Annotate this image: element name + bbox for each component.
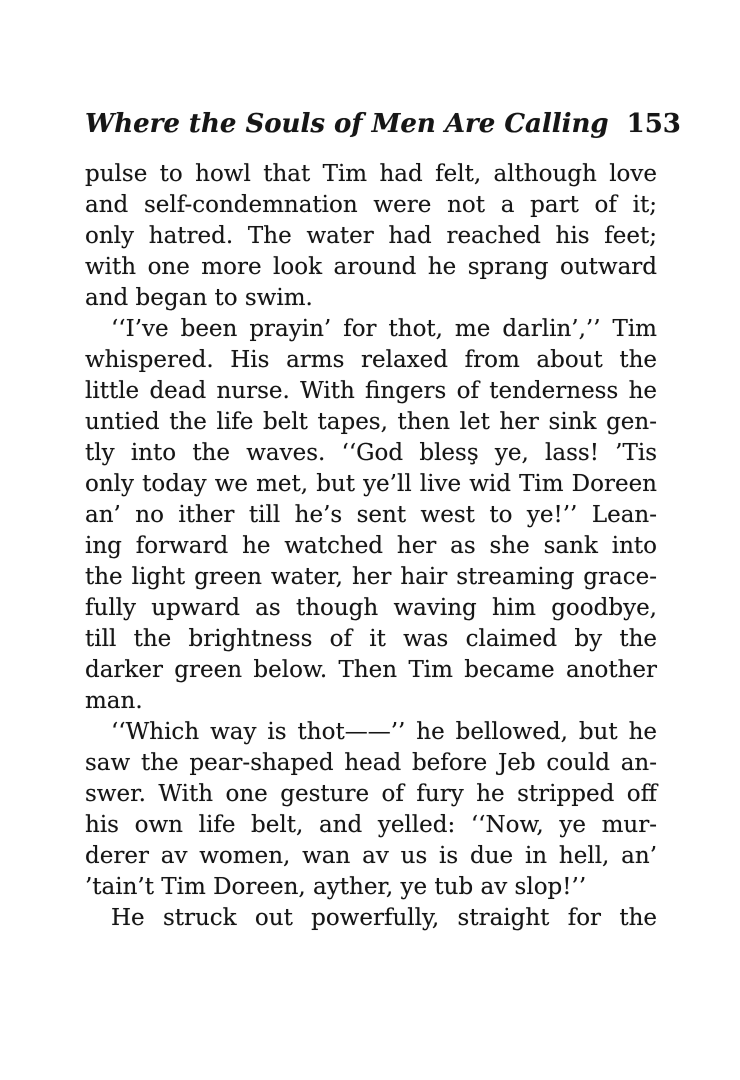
text-line: and self-condemnation were not a part of it; xyxy=(85,192,657,218)
text-line: untied the life belt tapes, then let her sink gen- xyxy=(85,409,657,435)
text-line: till the brightness of it was claimed by the xyxy=(85,626,657,652)
running-header xyxy=(85,108,681,140)
text-line: ’tain’t Tim Doreen, ayther, ye tub av slop!’’ xyxy=(85,874,587,900)
text-line: only today we met, but ye’ll live wid Tim Doreen xyxy=(85,471,657,497)
text-line: fully upward as though waving him goodbye, xyxy=(85,595,657,621)
page-number: 153 xyxy=(626,109,681,139)
text-line: He struck out powerfully, straight for the xyxy=(111,905,657,931)
running-header-title: Where the Souls of Men Are Calling xyxy=(85,109,609,139)
text-line: little dead nurse. With fingers of tenderness he xyxy=(85,378,657,404)
text-line: an’ no ither till he’s sent west to ye!’’ Lean- xyxy=(85,502,657,528)
text-line: man. xyxy=(85,688,143,714)
text-line: with one more look around he sprang outward xyxy=(85,254,657,280)
text-line: ‘‘I’ve been prayin’ for thot, me darlin’,’’ Tim xyxy=(111,316,657,342)
text-line: saw the pear-shaped head before Jeb could an- xyxy=(85,750,657,776)
text-line: his own life belt, and yelled: ‘‘Now, ye mur- xyxy=(85,812,657,838)
text-line: swer. With one gesture of fury he stripped off xyxy=(85,781,657,807)
text-line: whispered. His arms relaxed from about the xyxy=(85,347,657,373)
text-line: derer av women, wan av us is due in hell, an’ xyxy=(85,843,657,869)
text-line: and began to swim. xyxy=(85,285,313,311)
page-text xyxy=(85,159,657,934)
text-line: ing forward he watched her as she sank into xyxy=(85,533,657,559)
text-line: tly into the waves. ‘‘God blesş ye, lass! ’Tis xyxy=(85,440,657,466)
text-line: darker green below. Then Tim became another xyxy=(85,657,657,683)
text-line: only hatred. The water had reached his feet; xyxy=(85,223,657,249)
text-line: the light green water, her hair streaming grace- xyxy=(85,564,657,590)
text-line: pulse to howl that Tim had felt, although love xyxy=(85,161,657,187)
text-line: ‘‘Which way is thot——’’ he bellowed, but he xyxy=(111,719,657,745)
